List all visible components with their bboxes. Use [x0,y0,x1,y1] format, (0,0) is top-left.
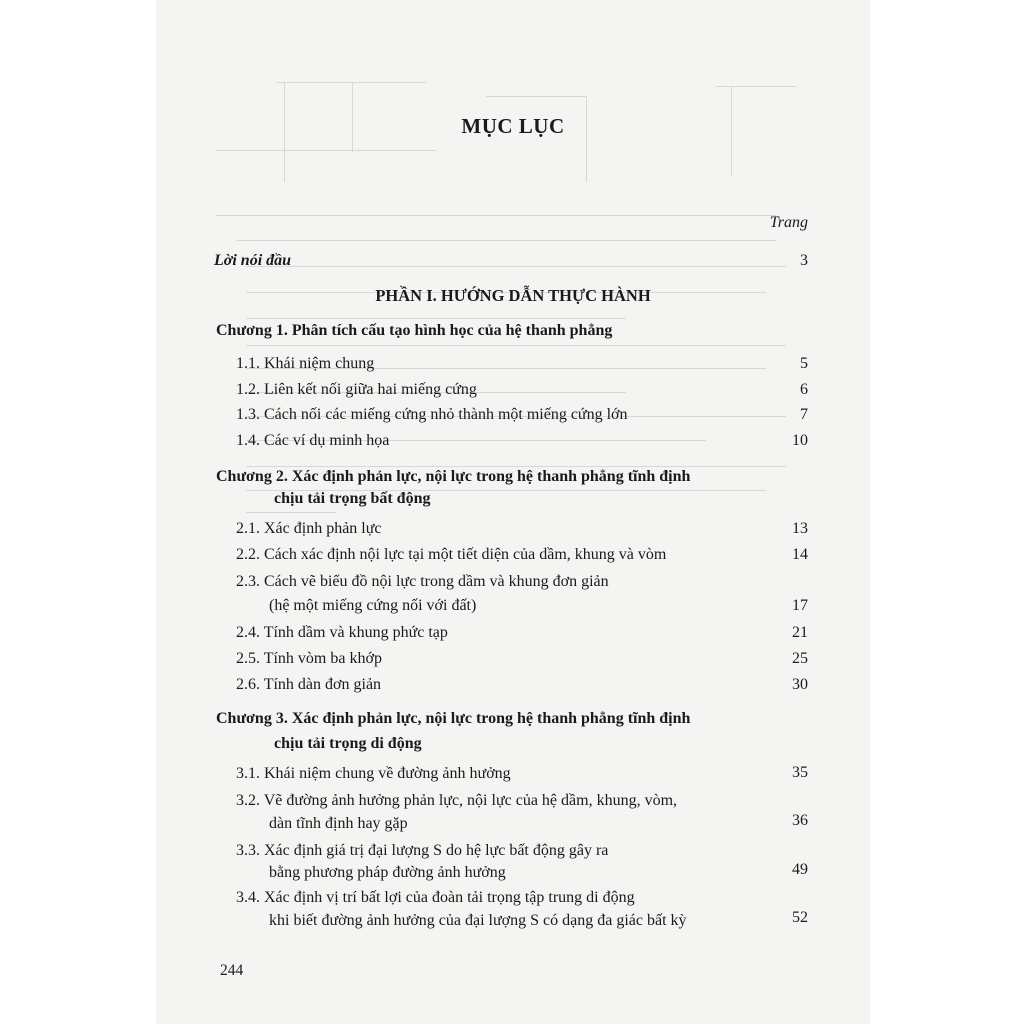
toc-entry-1-2: 1.2. Liên kết nối giữa hai miếng cứng [236,381,477,398]
toc-entry-3-2: 3.2. Vẽ đường ảnh hưởng phản lực, nội lực của hệ dầm, khung, vòm, [236,792,678,809]
toc-entry-2-4: 2.4. Tính dầm và khung phức tạp [236,624,448,641]
toc-entry-page: 13 [792,520,808,537]
toc-entry-2-3-cont: (hệ một miếng cứng nối với đất) [269,597,477,614]
toc-entry-3-2-cont: dàn tĩnh định hay gặp [269,815,408,832]
part-title: PHẦN I. HƯỚNG DẪN THỰC HÀNH [375,286,651,305]
toc-entry-page: 36 [792,812,808,829]
toc-entry-page: 30 [792,676,808,693]
page-column-header: Trang [769,214,808,231]
toc-entry-3-3: 3.3. Xác định giá trị đại lượng S do hệ lực bất động gây ra [236,842,609,859]
book-page [156,0,870,1024]
page-number: 244 [220,962,244,979]
toc-entry-page: 17 [792,597,808,614]
chapter-3-title: Chương 3. Xác định phản lực, nội lực trong hệ thanh phẳng tĩnh định [216,710,691,727]
toc-intro-page: 3 [800,252,808,269]
toc-title: MỤC LỤC [461,114,565,138]
toc-entry-page: 10 [792,432,808,449]
chapter-1-title: Chương 1. Phân tích cấu tạo hình học của hệ thanh phẳng [216,322,613,339]
toc-entry-page: 25 [792,650,808,667]
toc-entry-page: 49 [792,861,808,878]
toc-entry-page: 7 [800,406,808,423]
toc-entry-1-3: 1.3. Cách nối các miếng cứng nhỏ thành một miếng cứng lớn [236,406,628,423]
toc-entry-3-1: 3.1. Khái niệm chung về đường ảnh hưởng [236,765,511,782]
toc-entry-page: 52 [792,909,808,926]
toc-entry-2-5: 2.5. Tính vòm ba khớp [236,650,382,667]
toc-entry-page: 21 [792,624,808,641]
chapter-2-title-cont: chịu tải trọng bất động [274,490,431,507]
toc-intro-label: Lời nói đầu [214,252,292,269]
toc-entry-page: 14 [792,546,808,563]
toc-entry-3-3-cont: bằng phương pháp đường ảnh hưởng [269,864,506,881]
toc-entry-page: 35 [792,764,808,781]
toc-entry-page: 6 [800,381,808,398]
toc-entry-3-4: 3.4. Xác định vị trí bất lợi của đoàn tải trọng tập trung di động [236,889,635,906]
toc-entry-2-6: 2.6. Tính dàn đơn giản [236,676,382,693]
chapter-2-title: Chương 2. Xác định phản lực, nội lực trong hệ thanh phẳng tĩnh định [216,468,691,485]
toc-entry-2-1: 2.1. Xác định phản lực [236,520,382,537]
show-through-decoration [156,0,870,1024]
chapter-3-title-cont: chịu tải trọng di động [274,735,422,752]
toc-entry-3-4-cont: khi biết đường ảnh hưởng của đại lượng S có dạng đa giác bất kỳ [269,912,687,929]
toc-entry-1-1: 1.1. Khái niệm chung [236,355,375,372]
toc-entry-1-4: 1.4. Các ví dụ minh họa [236,432,390,449]
toc-entry-2-3: 2.3. Cách vẽ biểu đồ nội lực trong dầm và khung đơn giản [236,573,609,590]
toc-entry-page: 5 [800,355,808,372]
toc-entry-2-2: 2.2. Cách xác định nội lực tại một tiết diện của dầm, khung và vòm [236,546,667,563]
